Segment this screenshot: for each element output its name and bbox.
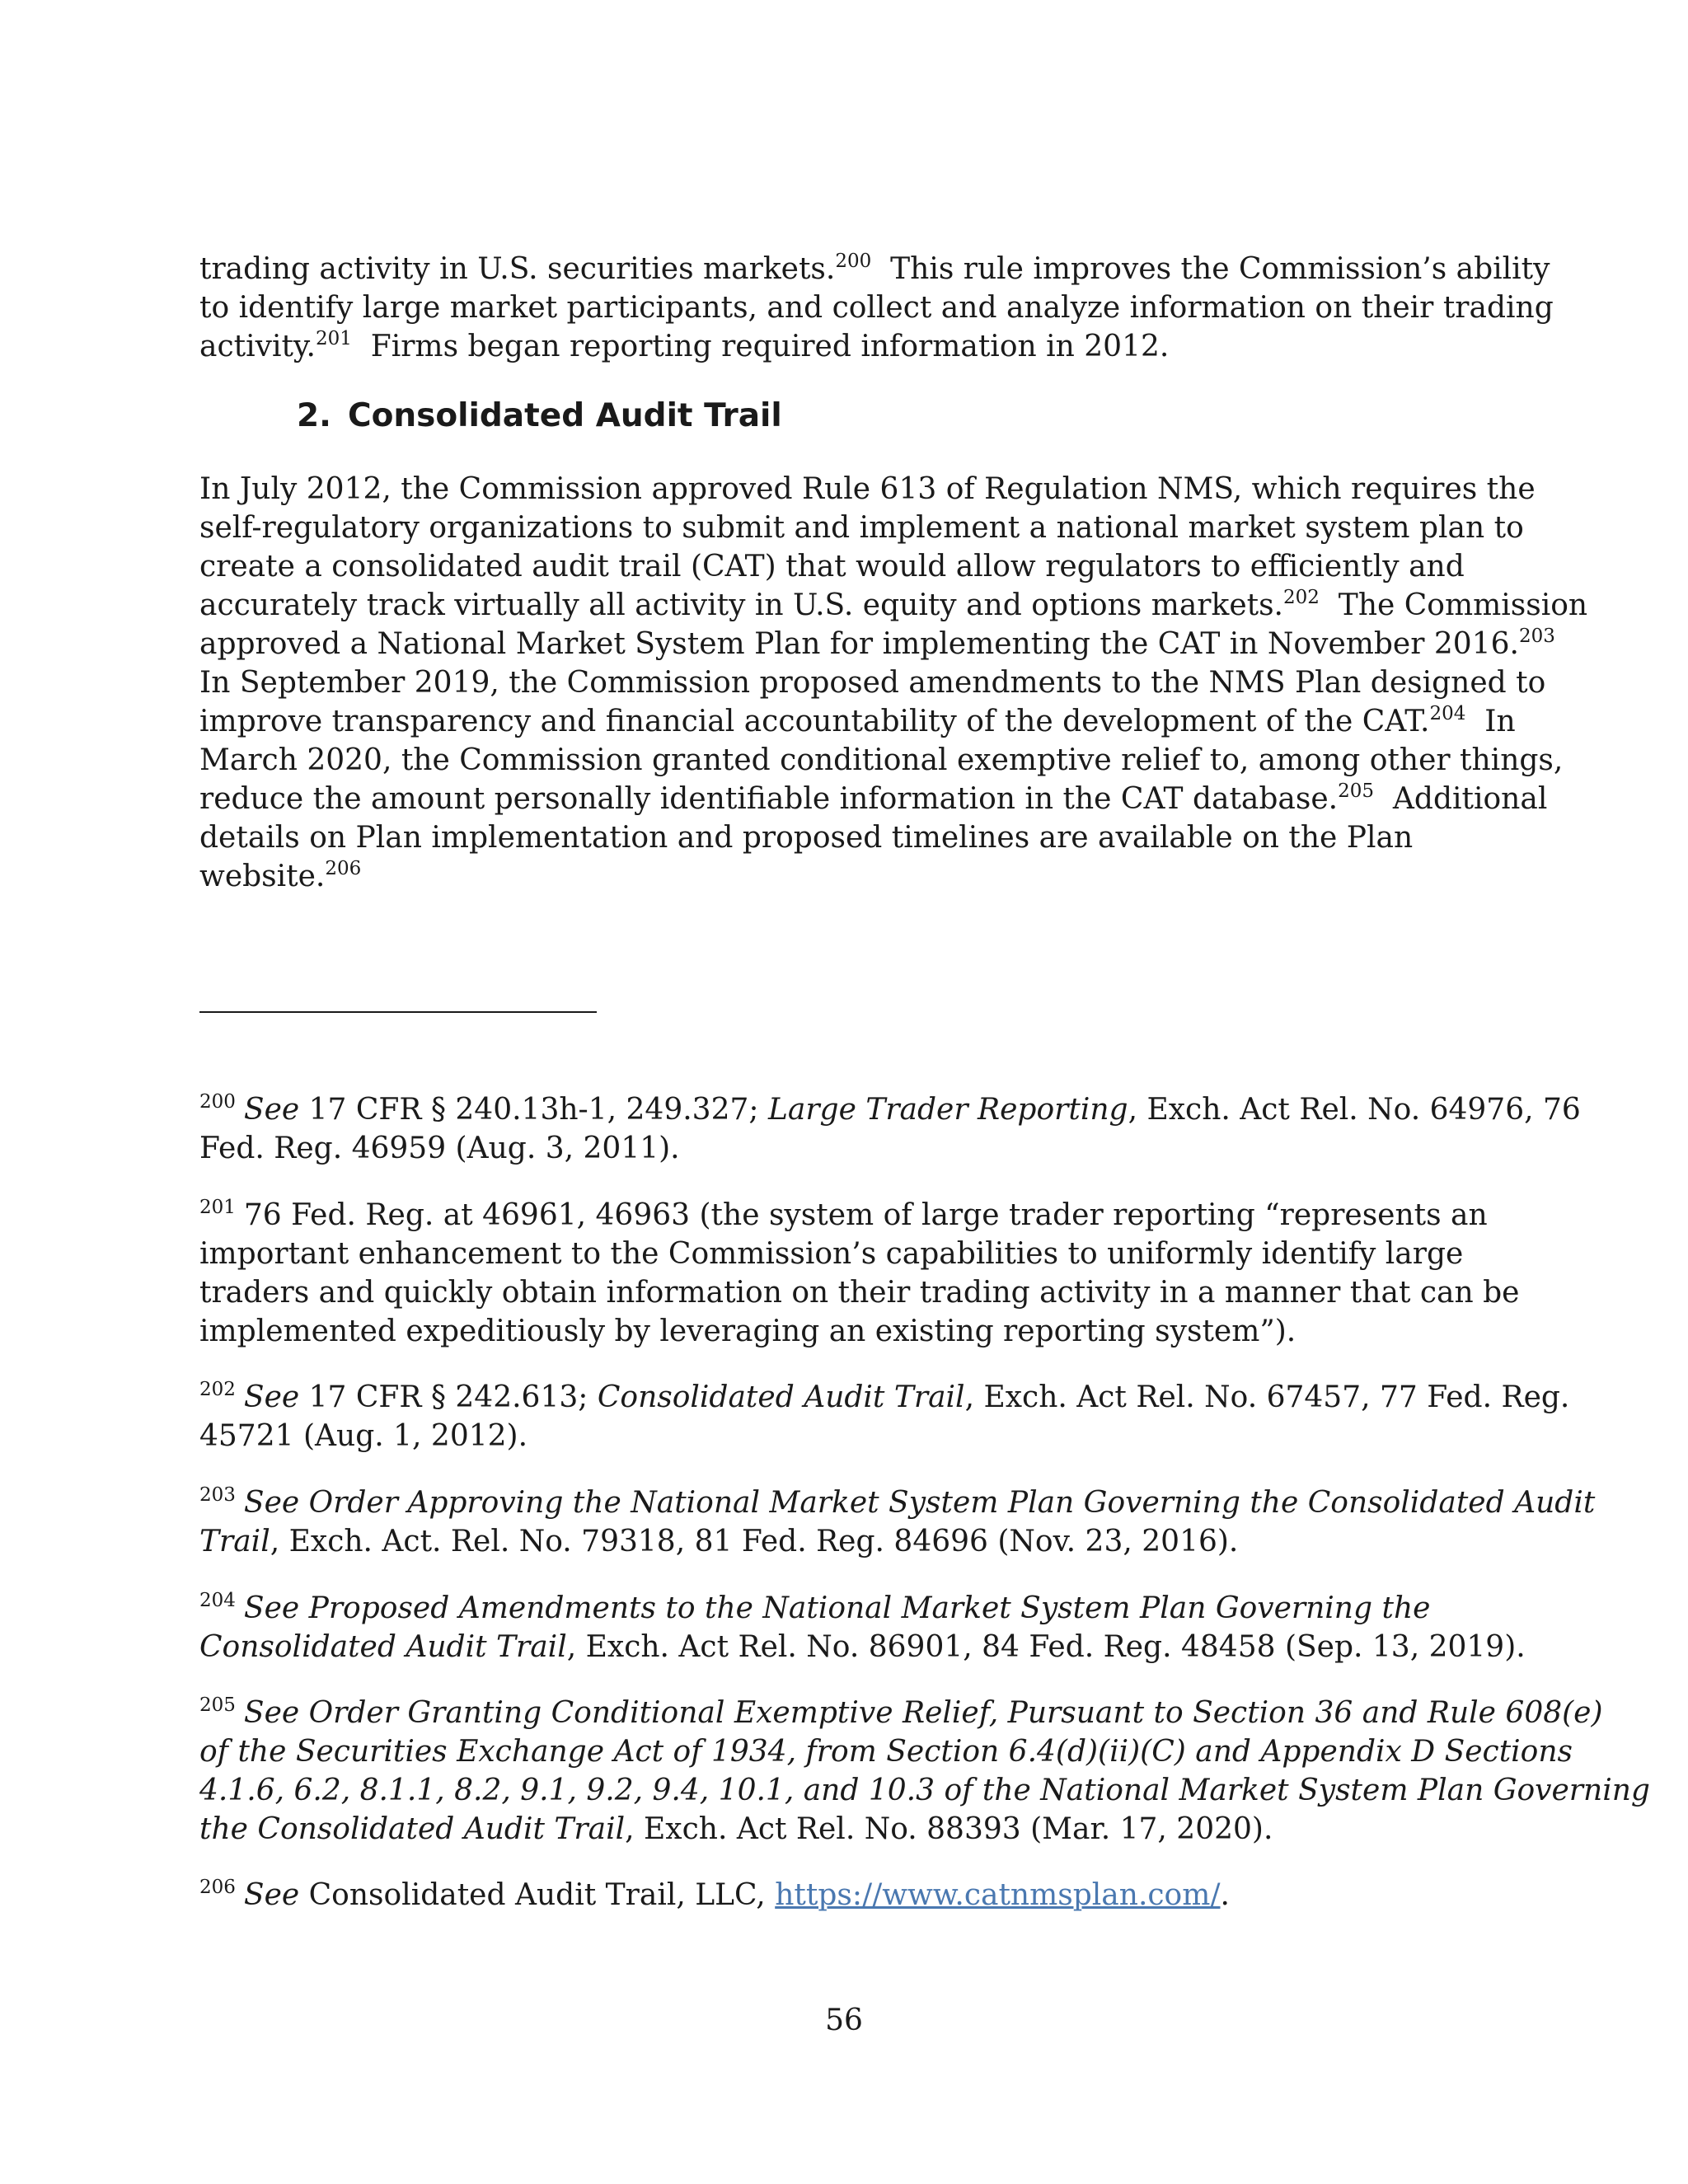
text-line (199, 250, 1550, 288)
text-run: The Commission (1319, 588, 1588, 622)
text-run: , Exch. Act Rel. No. 67457, 77 Fed. Reg. (964, 1380, 1570, 1414)
footnote-200 (199, 1090, 1581, 1168)
text-run: , Exch. Act Rel. No. 86901, 84 Fed. Reg. 48458 (Sep. 13, 2019). (566, 1630, 1526, 1664)
citation-title: See Order Approving the National Market System Plan Governing the Consolidated Audit (243, 1486, 1596, 1520)
text-run: , Exch. Act Rel. No. 64976, 76 (1128, 1093, 1581, 1127)
text-line (199, 1810, 1518, 1849)
section-heading (297, 396, 782, 437)
text-run: 17 CFR § 240.13h-1, 249.327; (299, 1093, 768, 1127)
text-line (199, 1771, 1650, 1810)
footnote-ref-200[interactable]: 200 (835, 251, 872, 272)
text-line: In July 2012, the Commission approved Rule 613 of Regulation NMS, which requires the (199, 472, 1536, 506)
text-line: important enhancement to the Commission’s capabilities to uniformly identify large (199, 1237, 1464, 1271)
text-line (199, 1522, 1518, 1561)
text-line (199, 1694, 1603, 1732)
text-line (199, 1090, 1581, 1129)
footnote-ref-204[interactable]: 204 (1429, 703, 1466, 724)
citation-title: Consolidated Audit Trail (597, 1380, 965, 1414)
section-number: 2. (297, 397, 331, 434)
footnote-206 (199, 1876, 1518, 1915)
footnote-ref-206[interactable]: 206 (325, 858, 362, 879)
text-line: to identify large market participants, and collect and analyze information on their trading (199, 291, 1554, 325)
text-run: accurately track virtually all activity in U.S. equity and options markets. (199, 588, 1284, 622)
text-line (199, 1378, 1570, 1417)
citation-title: of the Securities Exchange Act of 1934, from Section 6.4(d)(ii)(C) and Appendix D Sections (199, 1735, 1573, 1769)
citation-title: Consolidated Audit Trail (199, 1630, 567, 1664)
citation-title: See Proposed Amendments to the National Market System Plan Governing the (243, 1591, 1431, 1625)
cat-paragraph (199, 470, 1588, 896)
text-run: This rule improves the Commission’s ability (871, 252, 1550, 286)
signal-see: See (243, 1878, 300, 1912)
text-line: 45721 (Aug. 1, 2012). (199, 1419, 528, 1453)
text-line: In September 2019, the Commission proposed amendments to the NMS Plan designed to (199, 666, 1546, 700)
text-run: Consolidated Audit Trail, LLC, (299, 1878, 776, 1912)
page-number: 56 (825, 2004, 863, 2037)
footnote-ref-202[interactable]: 202 (1283, 587, 1320, 608)
footnote-ref-205[interactable]: 205 (1338, 780, 1375, 802)
text-run: In (1465, 705, 1516, 738)
text-run: trading activity in U.S. securities markets. (199, 252, 836, 286)
footnote-203 (199, 1483, 1596, 1561)
text-run: activity. (199, 330, 316, 363)
footnote-number: 201 (199, 1197, 236, 1218)
citation-title: Large Trader Reporting (767, 1093, 1128, 1127)
signal-see: See (243, 1380, 300, 1414)
text-run: improve transparency and financial accountability of the development of the CAT. (199, 705, 1430, 738)
text-line (199, 780, 1548, 818)
footnote-ref-203[interactable]: 203 (1518, 626, 1555, 647)
text-run: Firms began reporting required information in 2012. (351, 330, 1170, 363)
text-line: create a consolidated audit trail (CAT) that would allow regulators to efficiently and (199, 550, 1465, 583)
footnote-ref-201[interactable]: 201 (315, 328, 352, 349)
text-line: Fed. Reg. 46959 (Aug. 3, 2011). (199, 1132, 680, 1165)
footnote-number: 203 (199, 1484, 236, 1506)
text-run: , Exch. Act Rel. No. 88393 (Mar. 17, 2020). (625, 1812, 1273, 1846)
text-line: March 2020, the Commission granted conditional exemptive relief to, among other things, (199, 743, 1564, 777)
footnote-204 (199, 1589, 1526, 1666)
text-line (199, 857, 1510, 896)
text-line: self-regulatory organizations to submit and implement a national market system plan to (199, 511, 1524, 545)
text-line (199, 1732, 1573, 1771)
citation-title: See Order Granting Conditional Exemptive Relief, Pursuant to Section 36 and Rule 608(e) (243, 1696, 1603, 1730)
text-line (199, 586, 1588, 625)
footnote-number: 200 (199, 1091, 236, 1113)
text-line (199, 1628, 1526, 1666)
signal-see: See (243, 1093, 300, 1127)
text-line (199, 1876, 1518, 1915)
section-title: Consolidated Audit Trail (347, 397, 782, 434)
text-run: . (1220, 1878, 1230, 1912)
catnmsplan-link[interactable]: https://www.catnmsplan.com/ (775, 1878, 1221, 1912)
text-run: reduce the amount personally identifiable information in the CAT database. (199, 782, 1339, 816)
text-line: traders and quickly obtain information on their trading activity in a manner that can be (199, 1276, 1520, 1310)
footnote-number: 204 (199, 1590, 236, 1611)
text-run: website. (199, 860, 326, 893)
footnote-number: 202 (199, 1379, 236, 1400)
footnote-205 (199, 1694, 1650, 1849)
text-line (199, 702, 1516, 741)
text-run: Additional (1374, 782, 1548, 816)
citation-title: 4.1.6, 6.2, 8.1.1, 8.2, 9.1, 9.2, 9.4, 10.1, and 10.3 of the National Market System Plan Governing (199, 1774, 1650, 1807)
text-run: 17 CFR § 242.613; (299, 1380, 598, 1414)
footnote-201 (199, 1196, 1518, 1351)
footnote-separator (199, 1011, 597, 1013)
text-run: , Exch. Act. Rel. No. 79318, 81 Fed. Reg. 84696 (Nov. 23, 2016). (270, 1525, 1239, 1558)
text-line (199, 1196, 1518, 1235)
text-line (199, 1483, 1596, 1522)
text-run: 76 Fed. Reg. at 46961, 46963 (the system of large trader reporting “represents an (243, 1198, 1488, 1232)
citation-title: Trail (199, 1525, 270, 1558)
footnote-202 (199, 1378, 1570, 1455)
text-line: details on Plan implementation and proposed timelines are available on the Plan (199, 821, 1414, 855)
text-line (199, 625, 1555, 663)
footnote-number: 205 (199, 1694, 236, 1716)
text-run: approved a National Market System Plan for implementing the CAT in November 2016. (199, 627, 1519, 661)
text-line (199, 327, 1510, 366)
text-line (199, 1589, 1518, 1628)
intro-paragraph (199, 250, 1554, 366)
footnote-number: 206 (199, 1877, 236, 1898)
text-line: implemented expeditiously by leveraging an existing reporting system”). (199, 1315, 1296, 1348)
citation-title: the Consolidated Audit Trail (199, 1812, 626, 1846)
